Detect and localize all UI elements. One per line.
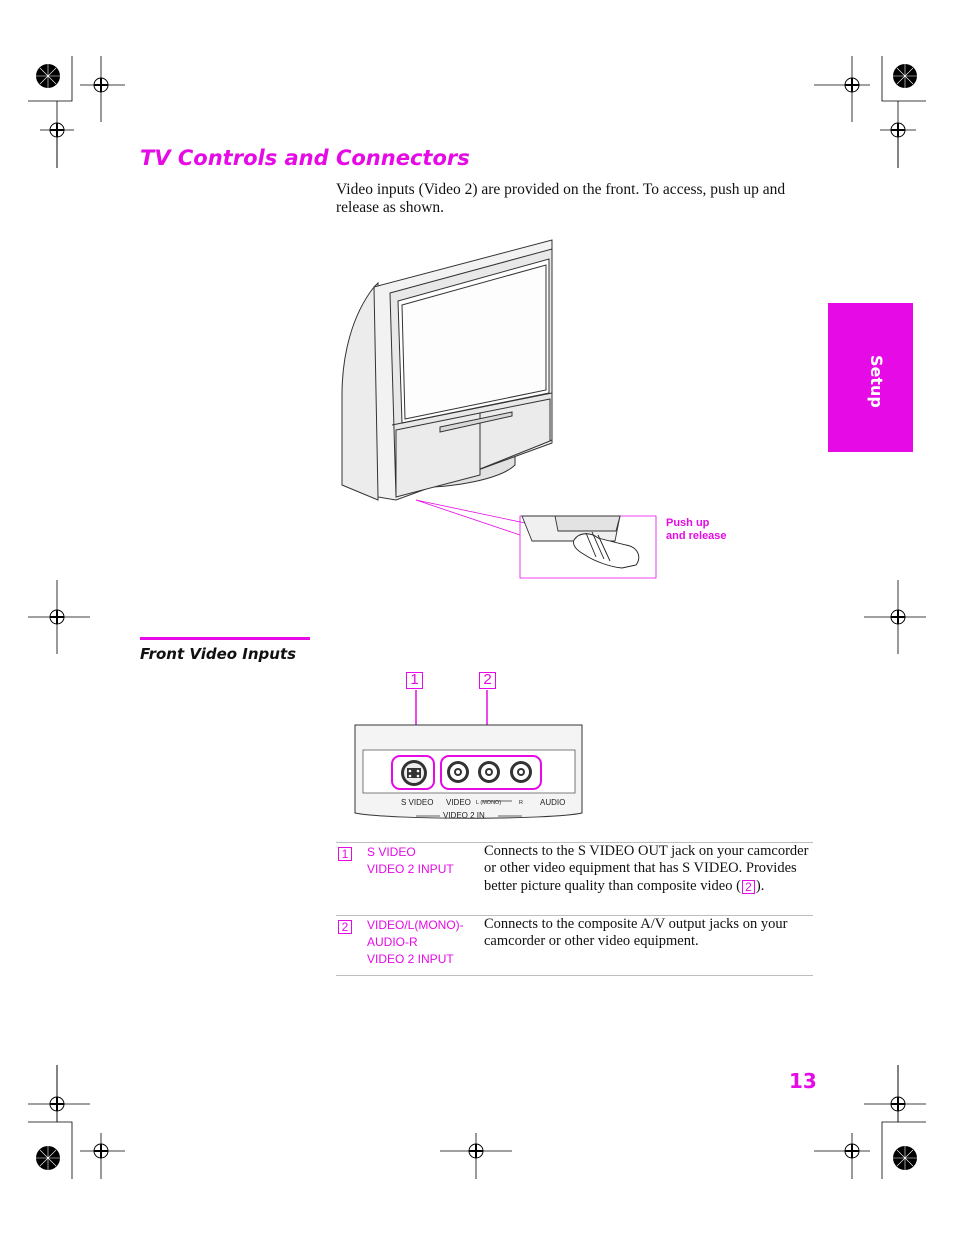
- intro-paragraph: Video inputs (Video 2) are provided on the front. To access, push up and release as shown.: [336, 181, 786, 216]
- front-panel-diagram: [350, 690, 590, 830]
- row-label-line: VIDEO 2 INPUT: [367, 952, 454, 966]
- table-row: [336, 842, 813, 915]
- page-number: 13: [789, 1069, 817, 1093]
- row-number: 1: [338, 847, 352, 861]
- section-tab-label: Setup: [867, 355, 886, 408]
- callout-line-1: Push up: [666, 517, 710, 529]
- section-rule: [140, 637, 310, 640]
- row-number: 2: [338, 920, 352, 934]
- row-description-text: Connects to the S VIDEO OUT jack on your camcorder or other video equipment that has S VIDEO. Provides better picture quality than composite video (: [484, 843, 809, 894]
- row-label: [367, 917, 464, 968]
- row-label-line: AUDIO-R: [367, 935, 418, 949]
- inline-callout-ref: 2: [742, 880, 755, 894]
- callout-line-2: and release: [666, 530, 727, 542]
- panel-label-s-video: S VIDEO: [401, 798, 434, 807]
- row-label: [367, 844, 454, 878]
- row-label-line: VIDEO 2 INPUT: [367, 862, 454, 876]
- callout-number-2: 2: [479, 672, 496, 689]
- row-label-line: S VIDEO: [367, 845, 416, 859]
- section-title: Front Video Inputs: [140, 645, 297, 663]
- callout-number-1: 1: [406, 672, 423, 689]
- panel-label-audio: AUDIO: [540, 798, 566, 807]
- table-row: [336, 915, 813, 976]
- inputs-table: [336, 842, 813, 976]
- row-description: Connects to the composite A/V output jacks on your camcorder or other video equipment.: [484, 916, 788, 950]
- push-up-callout: [666, 517, 727, 543]
- row-description: [484, 843, 814, 895]
- row-description-end: ).: [755, 877, 765, 894]
- panel-label-l-mono: L (MONO): [476, 800, 502, 806]
- panel-label-video2-in: VIDEO 2 IN: [443, 811, 485, 820]
- section-tab: [828, 303, 913, 452]
- row-label-line: VIDEO/L(MONO)-: [367, 918, 464, 932]
- panel-label-video: VIDEO: [446, 798, 471, 807]
- page-title: TV Controls and Connectors: [140, 146, 470, 170]
- panel-label-r: R: [519, 800, 523, 806]
